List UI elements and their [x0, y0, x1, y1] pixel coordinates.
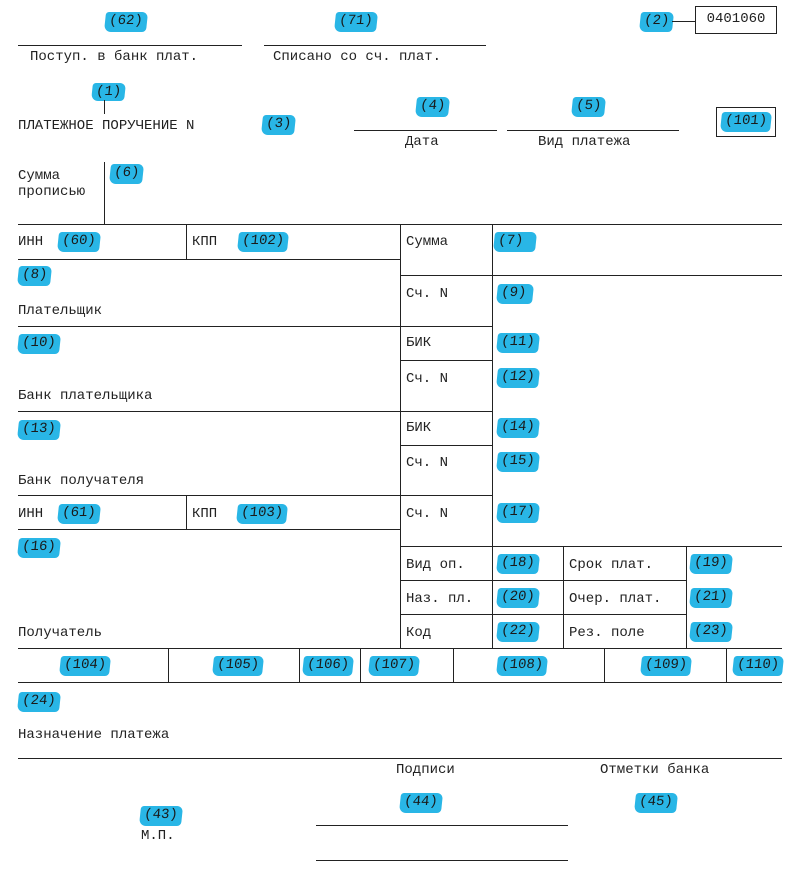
stamp-label: М.П. [141, 828, 175, 844]
field-105-marker: (105) [212, 656, 264, 676]
payer-bank-account-label: Сч. N [406, 371, 449, 387]
payee-inn-label: ИНН [18, 506, 44, 522]
field-5-marker: (5) [571, 97, 606, 117]
field-2-marker: (2) [639, 12, 674, 32]
budget-col-divider [299, 648, 300, 682]
grid-line [400, 445, 492, 446]
grid-line [400, 275, 782, 276]
grid-col-divider [563, 546, 564, 648]
payer-bank-label: Банк плательщика [18, 388, 153, 404]
code-label: Код [406, 625, 432, 641]
payer-label: Плательщик [18, 303, 103, 319]
debited-label: Списано со сч. плат. [273, 49, 442, 65]
signature-line-1 [316, 825, 568, 826]
op-type-label: Вид оп. [406, 557, 465, 573]
field-14-marker: (14) [496, 418, 540, 438]
field-23-marker: (23) [689, 622, 733, 642]
amount-label: Сумма [406, 234, 449, 250]
payee-label: Получатель [18, 625, 103, 641]
grid-line [400, 360, 492, 361]
field-24-marker: (24) [17, 692, 61, 712]
purpose-bottom-line [18, 758, 782, 759]
field-101-marker: (101) [720, 112, 772, 132]
budget-col-divider [168, 648, 169, 682]
budget-col-divider [360, 648, 361, 682]
field-103-marker: (103) [236, 504, 288, 524]
payee-account-label: Сч. N [406, 506, 449, 522]
grid-line [18, 529, 400, 530]
payee-bank-account-label: Сч. N [406, 455, 449, 471]
field-11-marker: (11) [496, 333, 540, 353]
field-20-marker: (20) [496, 588, 540, 608]
field-22-marker: (22) [496, 622, 540, 642]
payer-inn-label: ИНН [18, 234, 44, 250]
payee-kpp-divider [186, 495, 187, 529]
field-9-marker: (9) [496, 284, 534, 304]
amount-words-label-2: прописью [18, 184, 86, 200]
field-10-marker: (10) [17, 334, 61, 354]
grid-line [18, 648, 782, 649]
budget-col-divider [604, 648, 605, 682]
grid-line [18, 411, 492, 412]
field-12-marker: (12) [496, 368, 540, 388]
field-108-marker: (108) [496, 656, 548, 676]
field-1-pointer [104, 100, 105, 114]
received-label: Поступ. в банк плат. [30, 49, 199, 65]
field-4-marker: (4) [415, 97, 450, 117]
field-13-marker: (13) [17, 420, 61, 440]
signature-line-2 [316, 860, 568, 861]
field-8-marker: (8) [17, 266, 52, 286]
field-15-marker: (15) [496, 452, 540, 472]
term-label: Срок плат. [569, 557, 654, 573]
bank-marks-label: Отметки банка [600, 762, 710, 778]
field-21-marker: (21) [689, 588, 733, 608]
field-102-marker: (102) [237, 232, 289, 252]
field-106-marker: (106) [302, 656, 354, 676]
field-1-marker: (1) [91, 83, 126, 101]
grid-line [400, 546, 782, 547]
payer-account-label: Сч. N [406, 286, 449, 302]
field-7-marker: (7) [493, 232, 537, 252]
grid-col-divider [686, 546, 687, 648]
grid-line [18, 326, 492, 327]
grid-col-divider [400, 224, 401, 648]
grid-line [18, 259, 400, 260]
field-60-marker: (60) [57, 232, 101, 252]
payer-bank-bik-label: БИК [406, 335, 432, 351]
amount-words-divider [104, 162, 105, 224]
budget-col-divider [453, 648, 454, 682]
field-110-marker: (110) [732, 656, 784, 676]
purpose-label: Назначение платежа [18, 727, 170, 743]
payee-bank-bik-label: БИК [406, 420, 432, 436]
document-title: ПЛАТЕЖНОЕ ПОРУЧЕНИЕ N [18, 118, 195, 134]
field-44-marker: (44) [399, 793, 443, 813]
grid-line [400, 614, 686, 615]
field-109-marker: (109) [640, 656, 692, 676]
reserve-label: Рез. поле [569, 625, 645, 641]
payer-kpp-divider [186, 224, 187, 259]
grid-line [18, 495, 492, 496]
field-6-marker: (6) [109, 164, 144, 184]
form-code-box [695, 6, 777, 34]
field-16-marker: (16) [17, 538, 61, 558]
form-code: 0401060 [706, 11, 766, 27]
budget-col-divider [726, 648, 727, 682]
field-17-marker: (17) [496, 503, 540, 523]
grid-col-divider [492, 224, 493, 648]
field-19-marker: (19) [689, 554, 733, 574]
field-43-marker: (43) [139, 806, 183, 826]
payment-type-label: Вид платежа [538, 134, 631, 150]
priority-label: Очер. плат. [569, 591, 662, 607]
field-45-marker: (45) [634, 793, 678, 813]
field-18-marker: (18) [496, 554, 540, 574]
field-3-marker: (3) [261, 115, 296, 135]
field-62-marker: (62) [104, 12, 148, 32]
form-code-connector [672, 21, 696, 22]
field-104-marker: (104) [59, 656, 111, 676]
grid-line [400, 580, 686, 581]
field-71-marker: (71) [334, 12, 378, 32]
field-61-marker: (61) [57, 504, 101, 524]
received-date-line [18, 45, 242, 46]
field-107-marker: (107) [368, 656, 420, 676]
date-line [354, 130, 497, 131]
debited-date-line [264, 45, 486, 46]
payee-kpp-label: КПП [192, 506, 218, 522]
payment-type-line [507, 130, 679, 131]
signatures-label: Подписи [396, 762, 455, 778]
payer-kpp-label: КПП [192, 234, 218, 250]
date-label: Дата [405, 134, 439, 150]
amount-words-label-1: Сумма [18, 168, 61, 184]
purpose-short-label: Наз. пл. [406, 591, 474, 607]
payee-bank-label: Банк получателя [18, 473, 145, 489]
grid-line [18, 682, 782, 683]
